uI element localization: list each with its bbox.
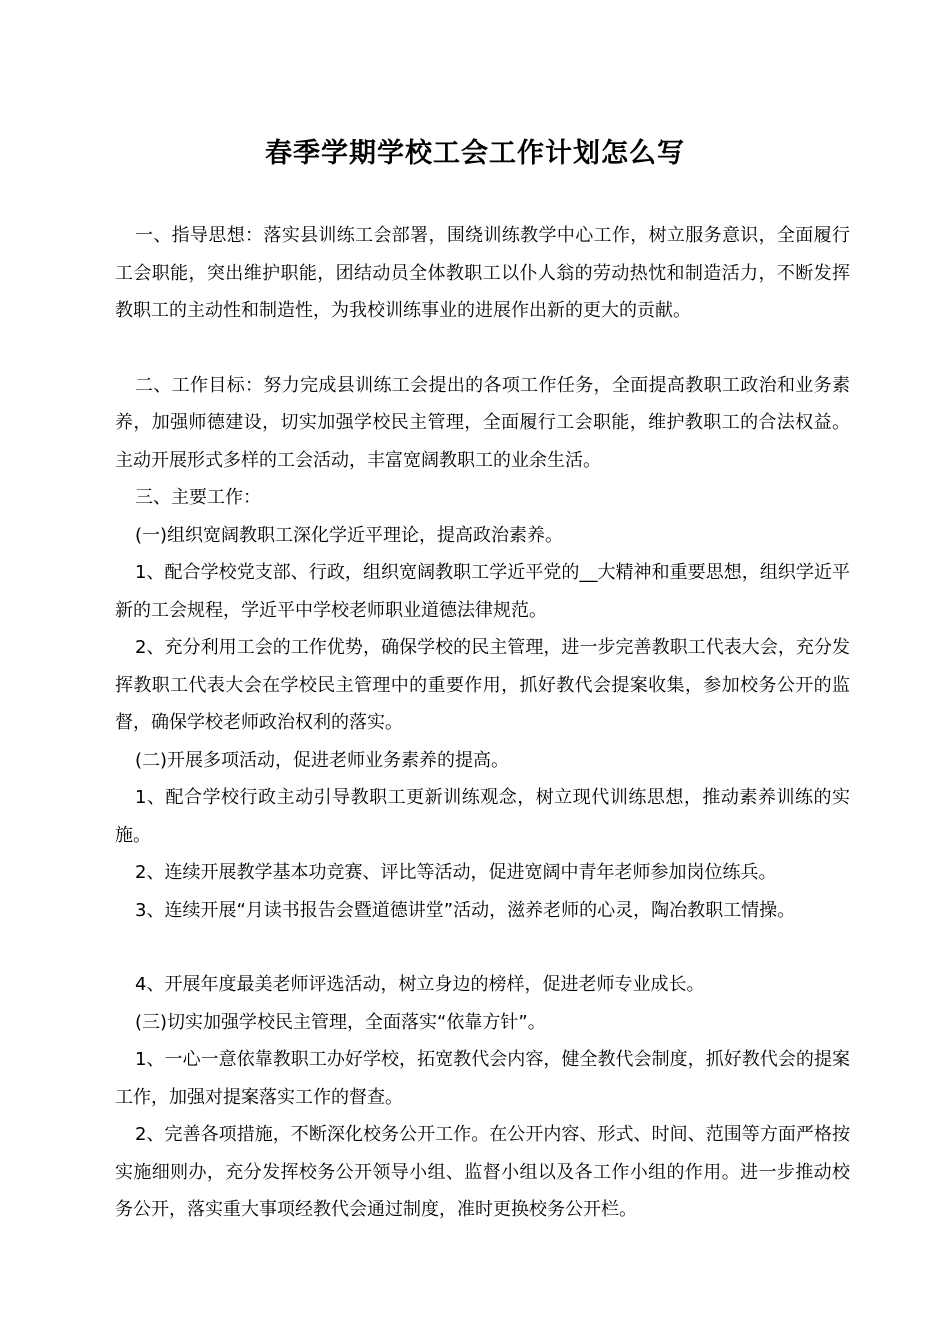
paragraph-section-3-item-2: 2、完善各项措施，不断深化校务公开工作。在公开内容、形式、时间、范围等方面严格按实施细则办，充分发挥校务公开领导小组、监督小组以及各工作小组的作用。进一步推动校务公开，落实重大事项经教代会通过制度，准时更换校务公开栏。 (115, 1124, 850, 1220)
paragraph-section-2-heading: (二)开展多项活动，促进老师业务素养的提高。 (135, 749, 510, 771)
paragraph-work-goals: 二、工作目标：努力完成县训练工会提出的各项工作任务，全面提高教职工政治和业务素养，加强师德建设，切实加强学校民主管理，全面履行工会职能，维护教职工的合法权益。主动开展形式多样的工会活动，丰富宽阔教职工的业余生活。 (115, 374, 850, 471)
paragraph-section-1-heading: (一)组织宽阔教职工深化学近平理论，提高政治素养。 (135, 524, 564, 546)
paragraph-section-1-item-2: 2、充分利用工会的工作优势，确保学校的民主管理，进一步完善教职工代表大会，充分发挥教职工代表大会在学校民主管理中的重要作用，抓好教代会提案收集，参加校务公开的监督，确保学校老师政治权利的落实。 (115, 637, 850, 733)
paragraph-section-2-item-4: 4、开展年度最美老师评选活动，树立身边的榜样，促进老师专业成长。 (135, 974, 705, 995)
paragraph-section-2-item-1: 1、配合学校行政主动引导教职工更新训练观念，树立现代训练思想，推动素养训练的实施。 (115, 787, 850, 846)
paragraph-main-work-heading: 三、主要工作： (135, 487, 261, 508)
paragraph-section-3-item-1: 1、一心一意依靠教职工办好学校，拓宽教代会内容，健全教代会制度，抓好教代会的提案工作，加强对提案落实工作的督查。 (115, 1049, 850, 1108)
paragraph-guiding-ideology: 一、指导思想：落实县训练工会部署，围绕训练教学中心工作，树立服务意识，全面履行工会职能，突出维护职能，团结动员全体教职工以仆人翁的劳动热忱和制造活力，不断发挥教职工的主动性和制造性，为我校训练事业的进展作出新的更大的贡献。 (115, 225, 850, 321)
paragraph-section-3-heading: (三)切实加强学校民主管理，全面落实“依靠方针”。 (135, 1011, 546, 1033)
paragraph-section-2-item-3: 3、连续开展“月读书报告会暨道德讲堂”活动，滋养老师的心灵，陶冶教职工情操。 (135, 899, 796, 921)
document-title: 春季学期学校工会工作计划怎么写 (265, 138, 685, 169)
paragraph-section-1-item-1: 1、配合学校党支部、行政，组织宽阔教职工学近平党的__大精神和重要思想，组织学近平新的工会规程，学近平中学校老师职业道德法律规范。 (115, 562, 850, 621)
paragraph-section-2-item-2: 2、连续开展教学基本功竞赛、评比等活动，促进宽阔中青年老师参加岗位练兵。 (135, 862, 777, 883)
document-body (115, 217, 850, 1229)
